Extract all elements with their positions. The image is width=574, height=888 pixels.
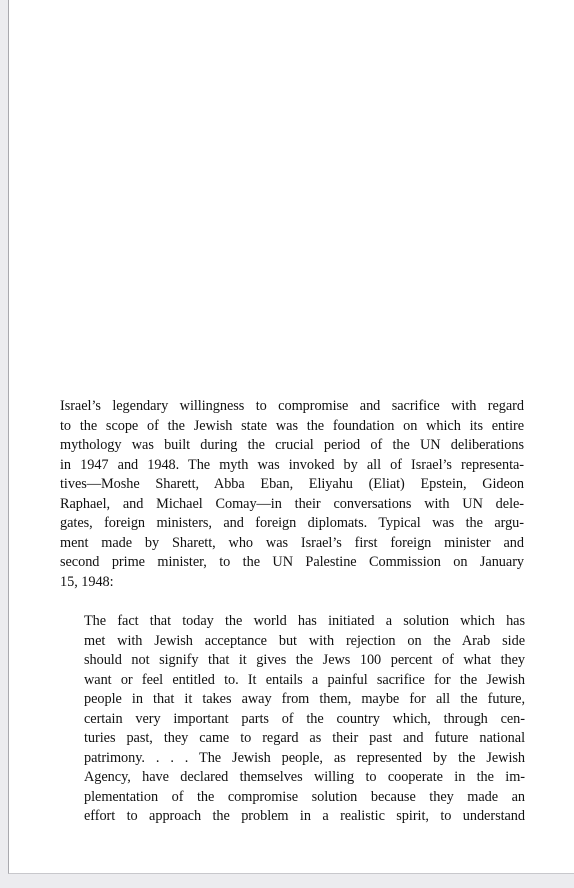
quote-line: should not signify that it gives the Jews 100 percent of what they: [84, 652, 525, 668]
document-page: [8, 0, 574, 874]
quote-line: want or feel entitled to. It entails a painful sacrifice for the Jewish: [84, 671, 525, 688]
paragraph-line: second prime minister, to the UN Palestine Commission on January: [60, 554, 524, 570]
paragraph-line: 15, 1948:: [60, 573, 114, 590]
quote-line: people in that it takes away from them, maybe for all the future,: [84, 691, 525, 707]
quote-line: effort to approach the problem in a realistic spirit, to understand: [84, 808, 525, 824]
paragraph-line: mythology was built during the crucial period of the UN deliberations: [60, 437, 524, 453]
paragraph-line: ment made by Sharett, who was Israel’s first foreign minister and: [60, 534, 524, 551]
quote-line: plementation of the compromise solution because they made an: [84, 788, 525, 805]
paragraph-line: gates, foreign ministers, and foreign diplomats. Typical was the argu-: [60, 515, 524, 531]
paragraph-line: tives—Moshe Sharett, Abba Eban, Eliyahu (Eliat) Epstein, Gideon: [60, 476, 524, 492]
paragraph-line: Israel’s legendary willingness to compromise and sacrifice with regard: [60, 398, 524, 414]
quote-line: The fact that today the world has initiated a solution which has: [84, 613, 525, 629]
block-quote: [84, 612, 525, 827]
quote-line: met with Jewish acceptance but with rejection on the Arab side: [84, 632, 525, 649]
quote-line: certain very important parts of the country which, through cen-: [84, 710, 525, 727]
quote-line: patrimony. . . . The Jewish people, as represented by the Jewish: [84, 749, 525, 766]
body-paragraph: [60, 397, 524, 592]
paragraph-line: Raphael, and Michael Comay—in their conversations with UN dele-: [60, 495, 524, 512]
paragraph-line: to the scope of the Jewish state was the foundation on which its entire: [60, 417, 524, 434]
quote-line: turies past, they came to regard as their past and future national: [84, 730, 525, 746]
quote-line: Agency, have declared themselves willing to cooperate in the im-: [84, 769, 525, 785]
paragraph-line: in 1947 and 1948. The myth was invoked by all of Israel’s representa-: [60, 456, 524, 473]
